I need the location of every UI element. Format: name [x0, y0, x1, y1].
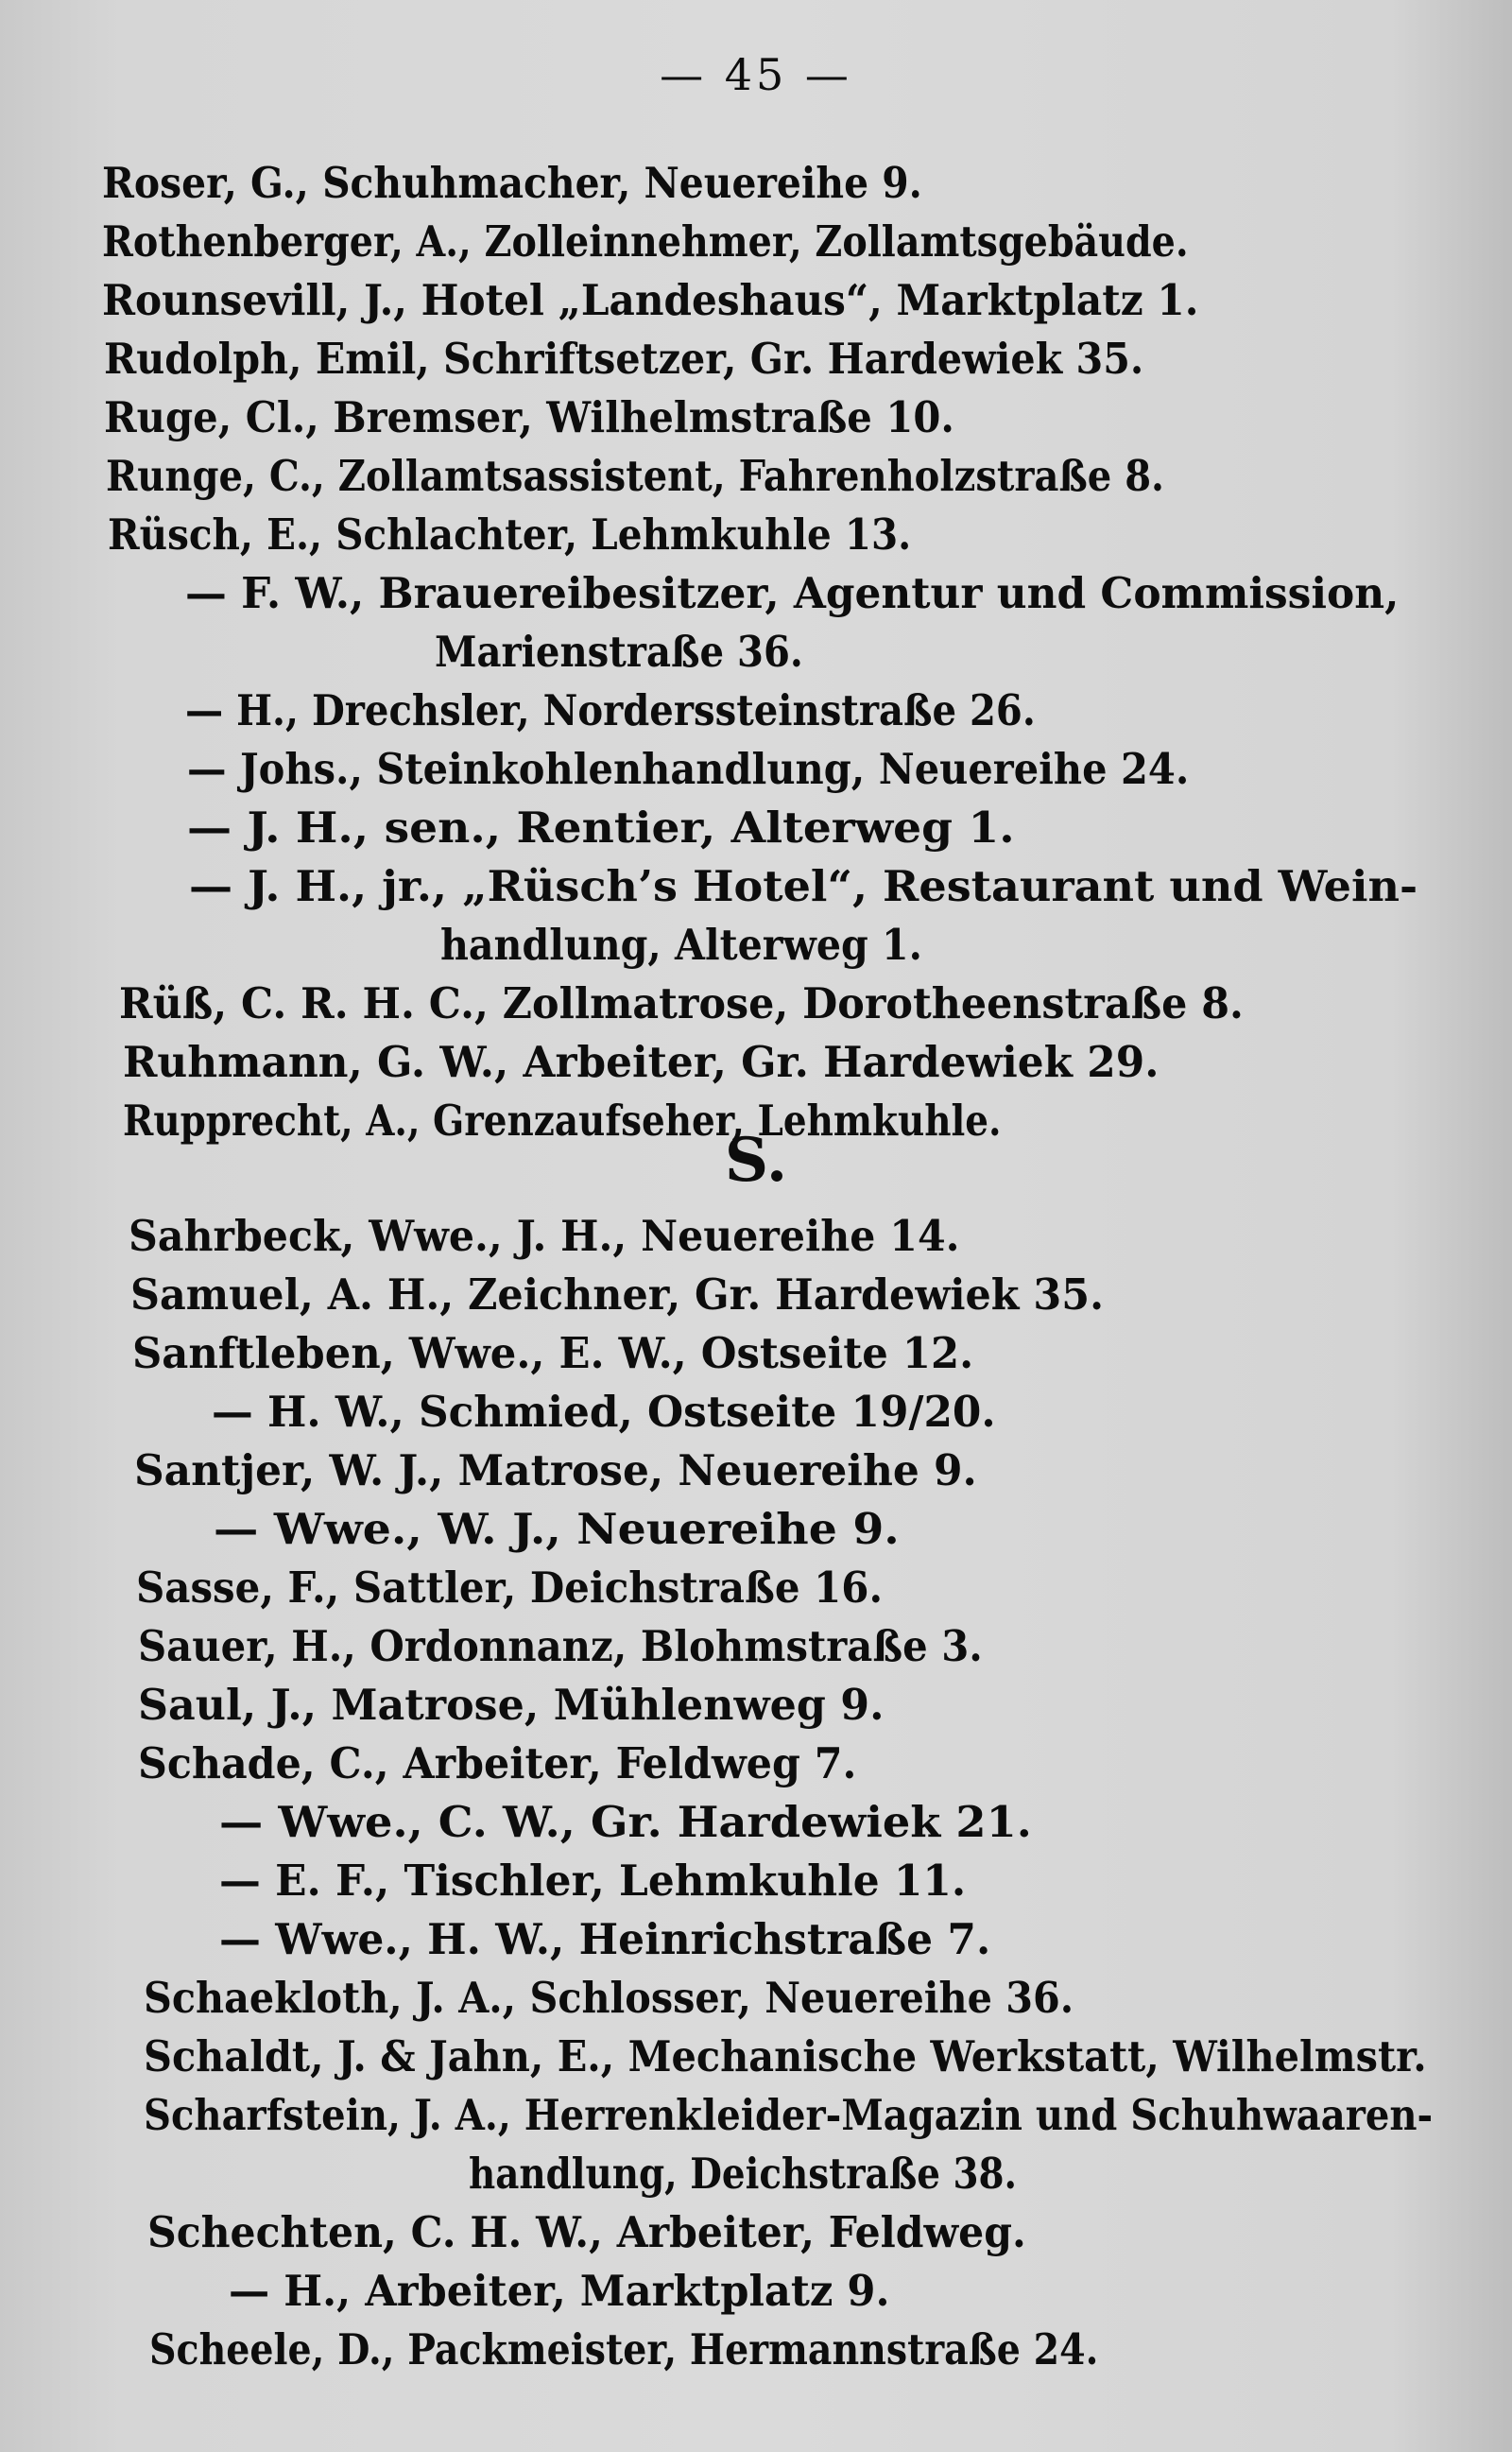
entry-line: — Wwe., W. J., Neuereihe 9. — [214, 1504, 900, 1554]
entry-line: Schaekloth, J. A., Schlosser, Neuereihe 36. — [144, 1973, 1074, 2023]
entry-line: Rüsch, E., Schlachter, Lehmkuhle 13. — [108, 509, 912, 560]
entry-line: Rounsevill, J., Hotel „Landeshaus“, Marktplatz 1. — [102, 275, 1199, 325]
entry-line: Rupprecht, A., Grenzaufseher, Lehmkuhle. — [123, 1096, 1002, 1146]
entry-line: — Johs., Steinkohlenhandlung, Neuereihe 24. — [187, 744, 1190, 794]
entry-line: Sauer, H., Ordonnanz, Blohmstraße 3. — [138, 1621, 983, 1671]
entry-line: Santjer, W. J., Matrose, Neuereihe 9. — [134, 1445, 977, 1495]
entry-line: — Wwe., H. W., Heinrichstraße 7. — [219, 1914, 991, 1964]
entry-line: Scharfstein, J. A., Herrenkleider-Magazin und Schuhwaaren- — [144, 2090, 1434, 2140]
entry-line: Runge, C., Zollamtsassistent, Fahrenholzstraße 8. — [106, 451, 1164, 501]
entry-line: Sasse, F., Sattler, Deichstraße 16. — [136, 1563, 884, 1613]
page-number: — 45 — — [660, 49, 852, 100]
entry-line: Sanftleben, Wwe., E. W., Ostseite 12. — [132, 1328, 974, 1378]
entry-line: — H. W., Schmied, Ostseite 19/20. — [212, 1387, 996, 1437]
entry-line: — H., Drechsler, Norderssteinstraße 26. — [185, 685, 1036, 735]
entry-line: — F. W., Brauereibesitzer, Agentur und Commission, — [185, 568, 1400, 618]
entry-line: Marienstraße 36. — [435, 627, 803, 677]
entry-line: handlung, Alterweg 1. — [440, 920, 922, 970]
entry-line: handlung, Deichstraße 38. — [469, 2149, 1018, 2199]
entry-line: Rothenberger, A., Zolleinnehmer, Zollamtsgebäude. — [102, 216, 1189, 267]
entry-line: — E. F., Tischler, Lehmkuhle 11. — [219, 1856, 967, 1906]
entry-line: Saul, J., Matrose, Mühlenweg 9. — [138, 1680, 885, 1730]
entry-line: Schechten, C. H. W., Arbeiter, Feldweg. — [147, 2207, 1026, 2257]
entry-line: Schade, C., Arbeiter, Feldweg 7. — [138, 1738, 857, 1788]
entry-line: — J. H., sen., Rentier, Alterweg 1. — [187, 803, 1015, 853]
entry-line: Schaldt, J. & Jahn, E., Mechanische Werkstatt, Wilhelmstr. — [144, 2031, 1427, 2081]
entry-line: Ruhmann, G. W., Arbeiter, Gr. Hardewiek 29. — [123, 1037, 1160, 1087]
entry-line: — J. H., jr., „Rüsch’s Hotel“, Restaurant und Wein- — [189, 861, 1418, 911]
entry-line: Samuel, A. H., Zeichner, Gr. Hardewiek 35. — [130, 1269, 1105, 1320]
entry-line: Ruge, Cl., Bremser, Wilhelmstraße 10. — [104, 392, 954, 442]
entry-line: — H., Arbeiter, Marktplatz 9. — [229, 2266, 890, 2316]
entry-line: Sahrbeck, Wwe., J. H., Neuereihe 14. — [129, 1211, 960, 1261]
entry-line: Scheele, D., Packmeister, Hermannstraße 24. — [149, 2324, 1099, 2374]
entry-line: Roser, G., Schuhmacher, Neuereihe 9. — [102, 158, 922, 208]
entry-line: — Wwe., C. W., Gr. Hardewiek 21. — [219, 1797, 1032, 1847]
section-letter: S. — [724, 1125, 788, 1196]
entry-line: Rudolph, Emil, Schriftsetzer, Gr. Hardewiek 35. — [104, 334, 1144, 384]
entry-line: Rüß, C. R. H. C., Zollmatrose, Dorotheenstraße 8. — [119, 978, 1244, 1028]
